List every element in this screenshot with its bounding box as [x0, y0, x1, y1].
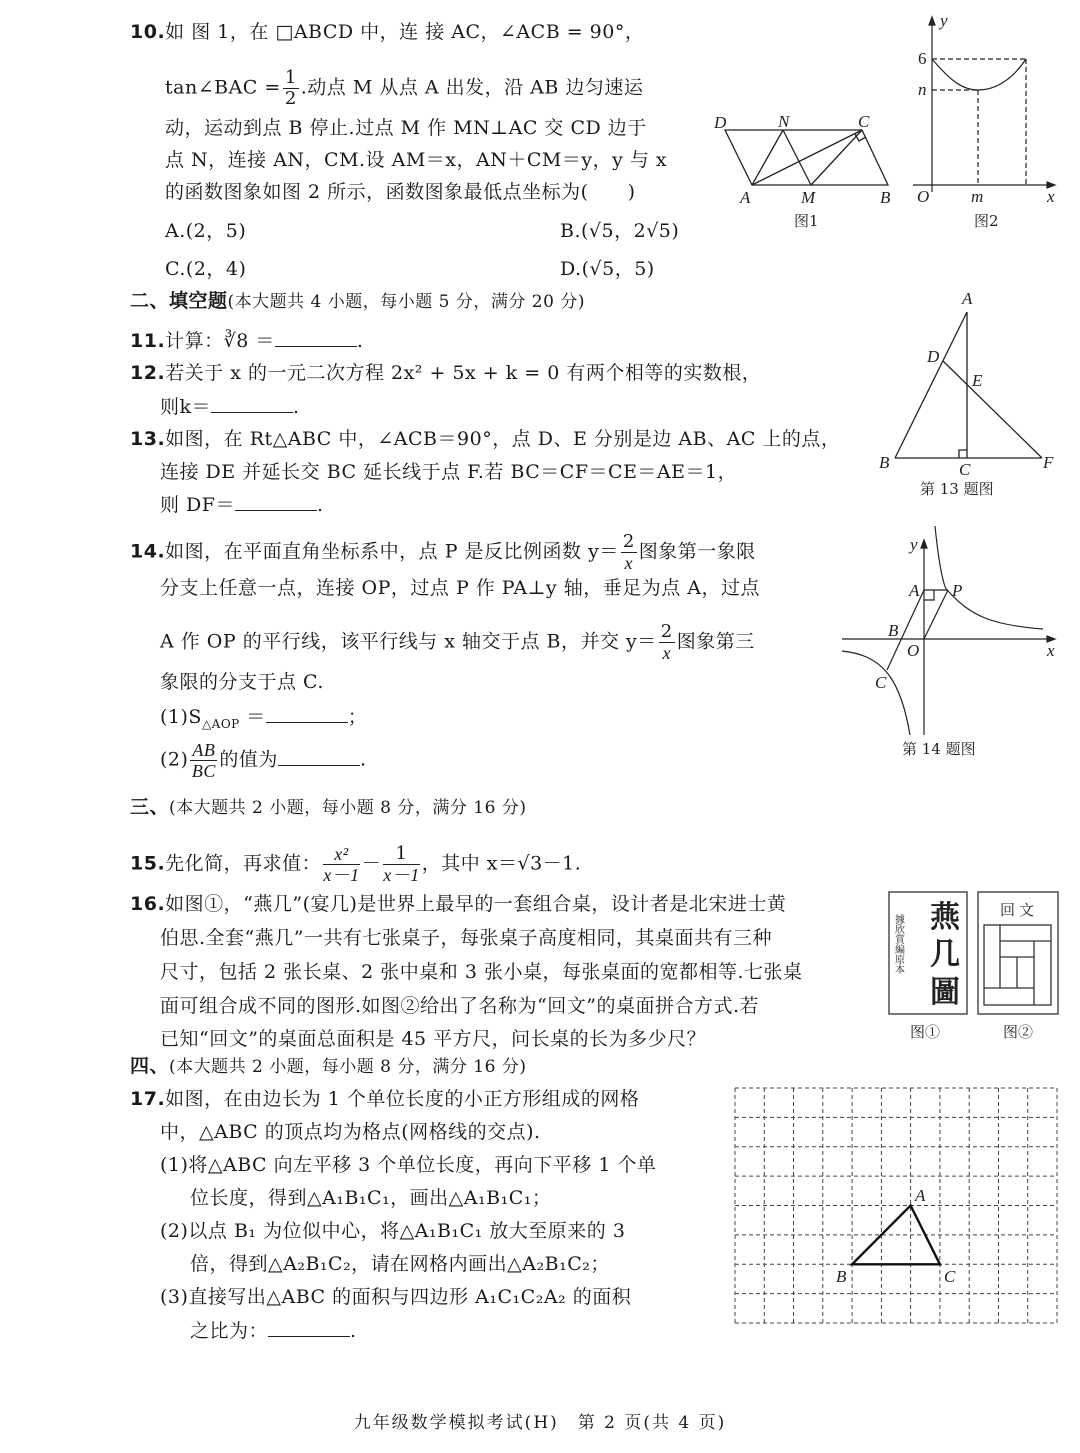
section-2-heading: 二、填空题(本大题共 4 小题，每小题 5 分，满分 20 分)	[130, 290, 585, 312]
svg-text:N: N	[778, 112, 790, 131]
svg-text:E: E	[972, 371, 983, 390]
svg-text:第 13 题图: 第 13 题图	[920, 480, 994, 498]
svg-text:图2: 图2	[974, 212, 999, 230]
q13-line-2: 连接 DE 并延长交 BC 延长线于点 F.若 BC＝CF＝CE＝AE＝1，	[160, 461, 738, 483]
svg-text:m: m	[971, 187, 984, 206]
q10-number: 10.	[130, 21, 166, 43]
section-3-heading: 三、(本大题共 2 小题，每小题 8 分，满分 16 分)	[130, 796, 527, 818]
svg-text:A: A	[740, 188, 751, 207]
svg-text:A: A	[915, 1186, 926, 1205]
q10-option-b: B.(√5，2√5)	[560, 220, 680, 242]
svg-text:D: D	[927, 347, 940, 366]
q14-line-2: 分支上任意一点，连接 OP，过点 P 作 PA⊥y 轴，垂足为点 A，过点	[160, 577, 760, 599]
svg-text:y: y	[910, 535, 918, 554]
q12-line-2: 则k＝ .	[160, 396, 300, 418]
svg-text:第 14 题图: 第 14 题图	[902, 740, 976, 758]
svg-text:M: M	[801, 188, 816, 207]
q16-line-1: 16.如图①，“燕几”(宴几)是世界上最早的一套组合桌，设计者是北宋进士黄	[130, 893, 787, 915]
q11: 11.计算：∛8 ＝ .	[130, 330, 364, 352]
section-4-heading: 四、(本大题共 2 小题，每小题 8 分，满分 16 分)	[130, 1055, 527, 1077]
q14-part-1: $(1)S_{\triangle AOP}$ ＝ ；	[160, 706, 368, 731]
q14-part-2: (2) $\frac{AB}{BC}$ 的值为 .	[160, 740, 367, 781]
svg-text:n: n	[918, 80, 927, 99]
page-footer: 九年级数学模拟考试(H) 第 2 页(共 4 页)	[353, 1413, 727, 1433]
svg-text:C: C	[959, 460, 971, 479]
yanji-title-char: 燕	[930, 900, 960, 935]
q15: 15.先化简，再求值： $\frac{\text{x²}}{x-1}$ － $\frac{1}{x-1}$ ，其中 x＝√3－1.	[130, 843, 582, 885]
svg-text:O: O	[917, 187, 930, 206]
svg-text:P: P	[952, 581, 963, 600]
svg-text:A: A	[909, 581, 920, 600]
svg-text:B: B	[879, 453, 890, 472]
svg-text:B: B	[888, 621, 899, 640]
q17-line-6: 倍，得到△A₂B₁C₂，请在网格内画出△A₂B₁C₂；	[190, 1253, 610, 1275]
q16-line-5: 已知“回文”的桌面总面积是 45 平方尺，问长桌的长为多少尺？	[160, 1028, 707, 1050]
q10-line-4: 点 N，连接 AN，CM.设 AM＝x，AN＋CM＝y，y 与 x	[165, 149, 668, 171]
svg-text:C: C	[944, 1267, 956, 1286]
q14-line-4: 象限的分支于点 C.	[160, 671, 324, 693]
q14-line-3: A 作 OP 的平行线，该平行线与 x 轴交于点 B，并交 y＝ $\frac{2}{x}$ 图象第三	[160, 621, 755, 663]
svg-text:D: D	[714, 113, 727, 132]
q10-option-a: A.(2，5)	[165, 220, 247, 242]
q10-line-1: 10.如 图 1，在 □ABCD 中，连 接 AC，∠ACB = 90°，	[130, 21, 645, 43]
q17-line-5: (2)以点 B₁ 为位似中心，将△A₁B₁C₁ 放大至原来的 3	[160, 1220, 626, 1242]
svg-text:O: O	[907, 641, 920, 660]
q16-line-3: 尺寸，包括 2 张长桌、2 张中桌和 3 张小桌，每张桌面的宽都相等.七张桌	[160, 961, 803, 983]
q16-line-2: 伯思.全套“燕几”一共有七张桌子，每张桌子高度相同，其桌面共有三种	[160, 927, 772, 949]
svg-text:几: 几	[930, 937, 960, 972]
svg-text:C: C	[875, 673, 887, 692]
svg-text:x: x	[1047, 641, 1055, 660]
q10-option-c: C.(2，4)	[165, 258, 247, 280]
svg-text:图②: 图②	[1003, 1023, 1034, 1041]
q16-line-4: 面可组合成不同的图形.如图②给出了名称为“回文”的桌面拼合方式.若	[160, 995, 760, 1017]
svg-text:據欣賞編原本: 據欣賞編原本	[892, 914, 904, 974]
svg-text:图1: 图1	[794, 212, 819, 230]
svg-text:C: C	[858, 112, 870, 131]
q17-line-1: 17.如图，在由边长为 1 个单位长度的小正方形组成的网格	[130, 1088, 640, 1110]
q14-line-1: 14.如图，在平面直角坐标系中，点 P 是反比例函数 y＝ $\frac{2}{x}$ 图象第一象限	[130, 531, 756, 573]
q17-line-7: (3)直接写出△ABC 的面积与四边形 A₁C₁C₂A₂ 的面积	[160, 1286, 632, 1308]
svg-text:y: y	[940, 11, 948, 30]
q17-line-3: (1)将△ABC 向左平移 3 个单位长度，再向下平移 1 个单	[160, 1154, 657, 1176]
svg-text:x: x	[1047, 187, 1055, 206]
svg-text:B: B	[836, 1267, 847, 1286]
q10-line-5: 的函数图象如图 2 所示，函数图象最低点坐标为( )	[165, 181, 636, 203]
svg-text:F: F	[1043, 453, 1054, 472]
q13-line-1: 13.如图，在 Rt△ABC 中，∠ACB＝90°，点 D、E 分别是边 AB、AC 上的点，	[130, 428, 841, 450]
q10-line-3: 动，运动到点 B 停止.过点 M 作 MN⊥AC 交 CD 边于	[165, 117, 647, 139]
svg-text:6: 6	[918, 49, 927, 68]
svg-text:图①: 图①	[910, 1023, 941, 1041]
q13-line-3: 则 DF＝ .	[160, 494, 324, 516]
q17-line-4: 位长度，得到△A₁B₁C₁，画出△A₁B₁C₁；	[190, 1187, 552, 1209]
tan-fraction: $\frac{1}{2}$	[284, 67, 297, 109]
q10-option-d: D.(√5，5)	[560, 258, 655, 280]
svg-text:B: B	[880, 188, 891, 207]
q10-line-2: tan∠BAC = $\frac{1}{2}$ .动点 M 从点 A 出发，沿 AB 边匀速运	[165, 67, 644, 109]
q17-line-2: 中，△ABC 的顶点均为格点(网格线的交点).	[160, 1121, 541, 1143]
svg-text:回文: 回文	[1000, 901, 1039, 919]
q12-line-1: 12.若关于 x 的一元二次方程 2x² + 5x + k = 0 有两个相等的实数根，	[130, 362, 762, 384]
q17-line-8: 之比为： .	[190, 1320, 357, 1342]
svg-text:A: A	[962, 289, 973, 308]
svg-text:圖: 圖	[930, 975, 960, 1010]
